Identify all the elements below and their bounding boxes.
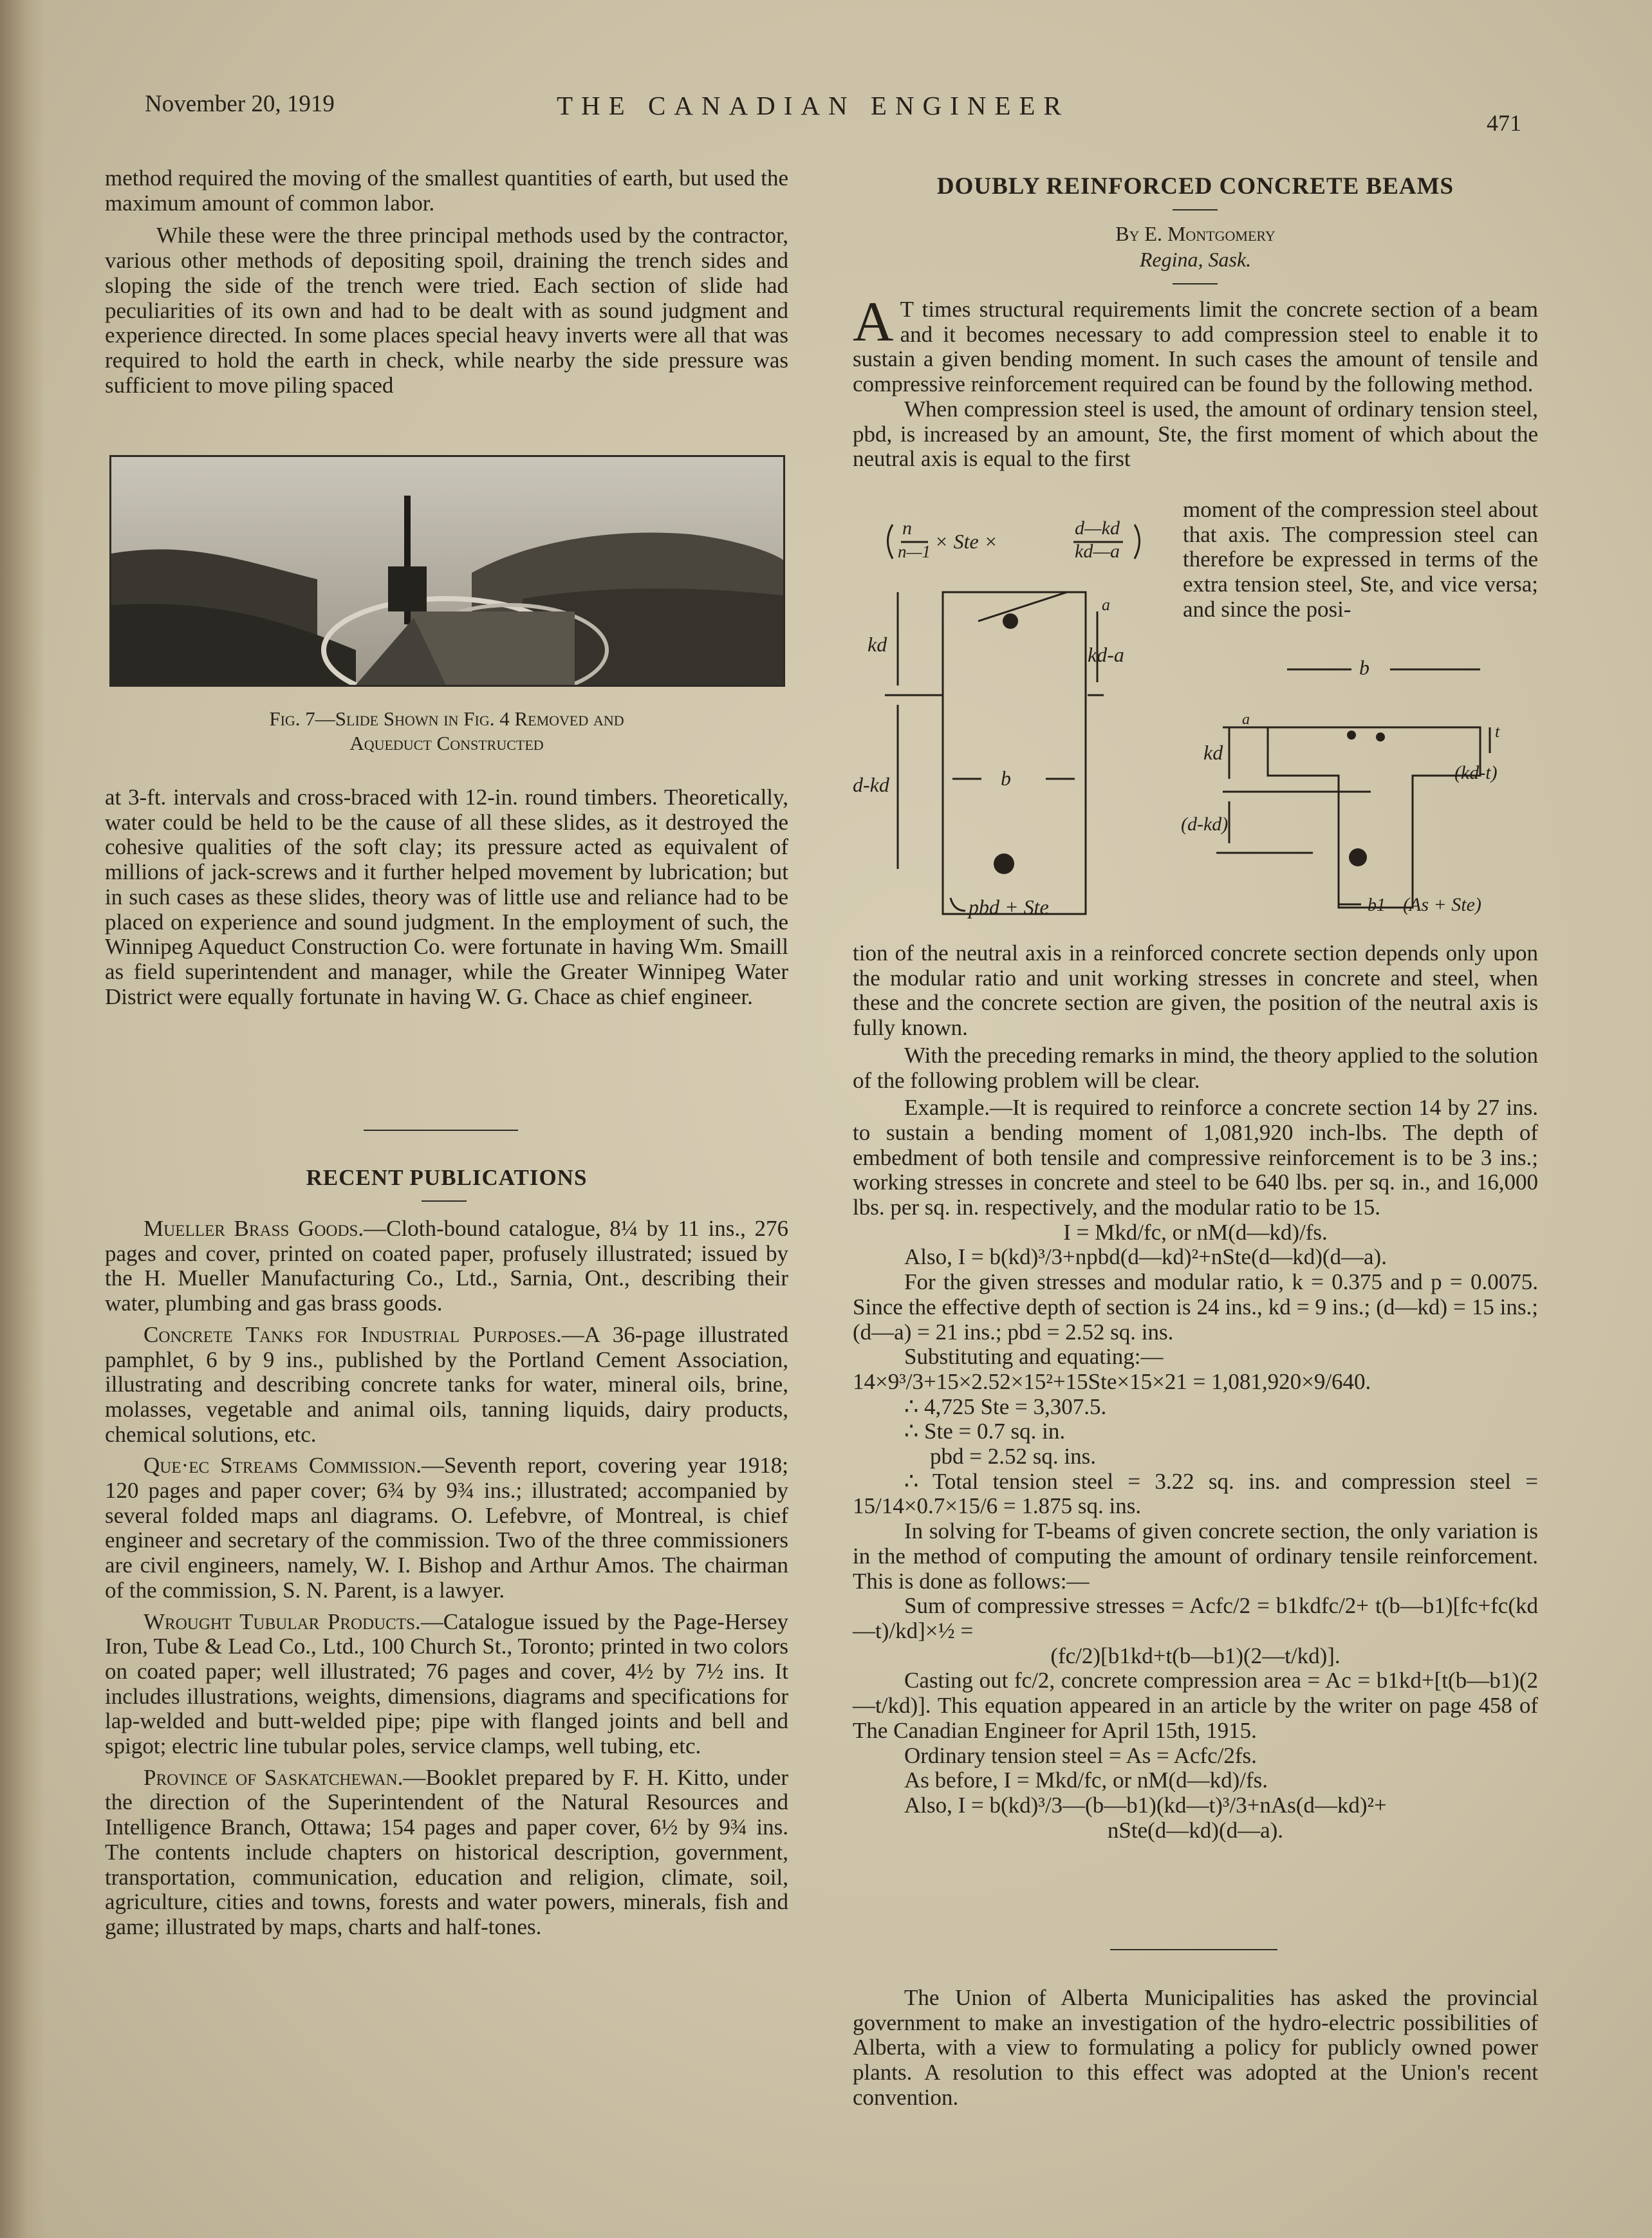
formula-denominator: kd—a [1075, 541, 1120, 562]
t-label-kd-t: (kd-t) [1454, 762, 1498, 783]
paragraph: Example.—It is required to reinforce a concrete section 14 by 27 ins. to sustain a bending moment of 1,081,920 inch-lbs. The depth of embedment of both tensile and compressive reinforcement is to be 3 ins.; working stresses in concrete and steel to be 640 lbs. per sq. in., and 16,000 lbs. per sq. in. respectively, and the modular ratio to be 15. [853, 1095, 1538, 1220]
publication-title: Province of Saskatchewan. [144, 1764, 404, 1790]
equation: As before, I = Mkd/fc, or nM(d—kd)/fs. [904, 1767, 1268, 1793]
formula-n: n [902, 518, 912, 539]
label-d-kd: d-kd [853, 773, 889, 796]
publication-text: —Seventh report, covering year 1918; 120 pages and paper cover; 6¾ by 9¾ ins.; illustrated; accompanied by several folded maps anl diagrams. O. Lefebvre, of Montreal, is chief engineer and secretary of the commission. Two of the three commissioners are civil engineers, namely, W. I. Bishop and Arthur Amos. The chairman of the commission, S. N. Parent, is a lawyer. [105, 1453, 788, 1603]
publication-text: —Booklet prepared by F. H. Kitto, under the direction of the Superintendent of the Natural Resources and Intelligence Branch, Ottawa; 154 pages and paper cover, 6½ by 9¾ ins. The contents include chapters on historical description, government, transportation, communication, education and religion, climate, soil, agriculture, cities and towns, forests and water powers, minerals, fish and game; illustrated by maps, charts and half-tones. [105, 1764, 788, 1939]
page-binding-shadow [0, 0, 45, 2238]
t-beam-diagram [1178, 657, 1538, 930]
author: By E. Montgomery [1115, 222, 1276, 245]
publication-title: Concrete Tanks for Industrial Purposes. [144, 1321, 562, 1347]
paragraph: at 3-ft. intervals and cross-braced with 12-in. round timbers. Theoretically, water could be held to be the cause of all these slides, as it destroyed the cohesive qualities of the soft clay; its pressure acted as equivalent of millions of jack-screws and it further helped movement by lubrication; but in such cases as these slides, theory was of little use and reliance had to be placed on experience and sound judgment. In the employment of such, the Winnipeg Aqueduct Construction Co. were fortunate in having Wm. Smaill as field superintendent and manager, while the Greater Winnipeg Water District were equally fortunate in having W. G. Chace as chief engineer. [105, 785, 788, 1009]
left-column-top [105, 166, 788, 398]
t-label-t: t [1495, 722, 1500, 741]
t-label-d-kd: (d-kd) [1181, 814, 1229, 835]
formula-ste: × Ste × [934, 530, 998, 553]
equation: Ordinary tension steel = As = Acfc/2fs. [904, 1742, 1257, 1768]
t-label-b: b [1359, 657, 1369, 679]
equation: 14×9³/3+15×2.52×15²+15Ste×15×21 = 1,081,920×9/640. [853, 1368, 1371, 1394]
publication-item [105, 1323, 788, 1448]
label-b: b [1001, 767, 1011, 790]
slide-photograph [109, 455, 785, 687]
publication-title: Wrought Tubular Products. [144, 1609, 421, 1634]
publication-item [105, 1217, 788, 1316]
publication-text: —Cloth-bound catalogue, 8¼ by 11 ins., 276 pages and cover, printed on coated paper, profusely illustrated; issued by the H. Mueller Manufacturing Co., Ltd., Sarnia, Ont., describing their water, plumbing and gas brass goods. [105, 1216, 788, 1316]
article-byline [853, 221, 1538, 272]
formula-numerator: d—kd [1075, 518, 1120, 539]
byline-rule [1173, 283, 1218, 284]
publication-title: Mueller Brass Goods. [144, 1216, 364, 1241]
paragraph: For the given stresses and modular ratio, k = 0.375 and p = 0.0075. Since the effective depth of section is 24 ins., kd = 9 ins.; (d—kd) = 15 ins.; (d—a) = 21 ins.; pbd = 2.52 sq. ins. [853, 1269, 1538, 1345]
paragraph: When compression steel is used, the amount of ordinary tension steel, pbd, is increased by an amount, Ste, the first moment of which about the neutral axis is equal to the first [853, 396, 1538, 472]
caption-line: Fig. 7—Slide Shown in Fig. 4 Removed and [269, 707, 624, 730]
paragraph: Substituting and equating:— [904, 1344, 1164, 1370]
paragraph: method required the moving of the smallest quantities of earth, but used the maximum amount of common labor. [105, 165, 788, 216]
t-label-b1: b1 [1368, 895, 1386, 915]
paragraph: Casting out fc/2, concrete compression area = Ac = b1kd+[t(b—b1)(2—t/kd)]. This equation appeared in an article by the writer on page 458 of The Canadian Engineer for April 15th, 1915. [853, 1668, 1538, 1743]
publication-title: Que·ec Streams Commission. [144, 1453, 422, 1478]
label-pbd-ste: pbd + Ste [969, 895, 1049, 919]
equation: Sum of compressive stresses = Acfc/2 = b1kdfc/2+ t(b—b1)[fc+fc(kd—t)/kd]×½ = [853, 1593, 1538, 1643]
t-label-a: a [1242, 711, 1250, 728]
publication-text: —Catalogue issued by the Page-Hersey Iron, Tube & Lead Co., Ltd., 100 Church St., Toronto; printed in two colors on coated paper; well illustrated; 76 pages and cover, 4½ by 7½ ins. It includes illustrations, weights, dimensions, diagrams and specifications for lap-welded and butt-welded pipe; pipe with flanged joints and bell and spigot; electric line tubular poles, service clamps, well tubing, etc. [105, 1609, 788, 1759]
news-note [853, 1986, 1538, 2111]
journal-title: THE CANADIAN ENGINEER [557, 91, 1070, 120]
author-location: Regina, Sask. [1139, 248, 1252, 271]
article-body [853, 941, 1538, 1843]
paragraph: With the preceding remarks in mind, the theory applied to the solution of the following problem will be clear. [853, 1042, 1538, 1093]
equation: ∴ Ste = 0.7 sq. in. [904, 1419, 1066, 1444]
equation: (fc/2)[b1kd+t(b—b1)(2—t/kd)]. [1050, 1643, 1341, 1668]
paragraph: While these were the three principal methods used by the contractor, various other methods of depositing spoil, draining the trench sides and sloping the side of the trench were tried. Each section of slide had peculiarities of its own and had to be dealt with as sound judgment and experience directed. In some places special heavy inverts were all that was required to hold the earth in check, while nearby the side pressure was sufficient to move piling spaced [105, 223, 788, 398]
publication-item [105, 1453, 788, 1603]
intro-paragraph [853, 291, 1538, 397]
photo-image [111, 457, 783, 685]
label-kd: kd [868, 633, 887, 656]
section-divider [1110, 1949, 1277, 1950]
label-a: a [1102, 595, 1110, 614]
article-side-text [1183, 498, 1538, 622]
equation: I = Mkd/fc, or nM(d—kd)/fs. [1063, 1219, 1328, 1245]
heading-rule [422, 1200, 467, 1202]
publication-item [105, 1766, 788, 1940]
equation: nSte(d—kd)(d—a). [1107, 1817, 1284, 1843]
formula-n-minus-1: n—1 [898, 542, 931, 561]
running-header [145, 90, 1535, 136]
intro-text: T times structural requirements limit the concrete section of a beam and it becomes necessary to add compression steel to enable it to sustain a given bending moment. In such cases the amount of tensile and compressive reinforcement required can be found by the following method. [853, 297, 1538, 397]
equation: pbd = 2.52 sq. ins. [930, 1444, 1096, 1469]
publication-item [105, 1610, 788, 1759]
equation: ∴ 4,725 Ste = 3,307.5. [904, 1394, 1107, 1419]
left-column-continued [105, 785, 788, 1009]
issue-date: November 20, 1919 [145, 91, 335, 117]
paragraph: The Union of Alberta Municipalities has asked the provincial government to make an investigation of the hydro-electric possibilities of Alberta, with a view to formulating a policy for publicly owned power plants. A resolution to this effect was adopted at the Union's recent convention. [853, 1985, 1538, 2110]
section-divider [364, 1130, 518, 1131]
article-intro [853, 291, 1538, 472]
title-rule [1173, 209, 1218, 210]
caption-line: Aqueduct Constructed [349, 732, 544, 754]
drop-cap: A [853, 291, 894, 353]
paragraph: In solving for T-beams of given concrete section, the only variation is in the method of computing the amount of ordinary tensile reinforcement. This is done as follows:— [853, 1518, 1538, 1594]
publications-heading: RECENT PUBLICATIONS [306, 1165, 588, 1190]
t-label-as-ste: (As + Ste) [1403, 894, 1481, 915]
equation: ∴ Total tension steel = 3.22 sq. ins. and compression steel = 15/14×0.7×15/6 = 1.875 sq. ins. [853, 1468, 1538, 1519]
label-kd-a: kd-a [1088, 643, 1124, 666]
equation: Also, I = b(kd)³/3—(b—b1)(kd—t)³/3+nAs(d—kd)²+ [904, 1792, 1387, 1818]
publications-list [105, 1217, 788, 1940]
t-label-kd: kd [1203, 741, 1223, 764]
equation: Also, I = b(kd)³/3+npbd(d—kd)²+nSte(d—kd)(d—a). [904, 1244, 1387, 1270]
paragraph: tion of the neutral axis in a reinforced concrete section depends only upon the modular ratio and unit working stresses in concrete and steel, when these and the concrete section are given, the position of the neutral axis is fully known. [853, 940, 1538, 1041]
page-number: 471 [1487, 110, 1521, 136]
paragraph: moment of the compression steel about that axis. The compression steel can therefore be expressed in terms of the extra tension steel, Ste, and vice versa; and since the posi- [1183, 497, 1538, 622]
publication-text: —A 36-page illustrated pamphlet, 6 by 9 ins., published by the Portland Cement Association, illustrating and describing concrete tanks for water, mineral oils, brine, molasses, vegetable and animal oils, tanning liquids, dairy products, chemical solutions, etc. [105, 1321, 788, 1447]
figure-caption [105, 707, 788, 756]
rectangular-beam-diagram [849, 508, 1184, 937]
article-title: DOUBLY REINFORCED CONCRETE BEAMS [936, 173, 1454, 200]
